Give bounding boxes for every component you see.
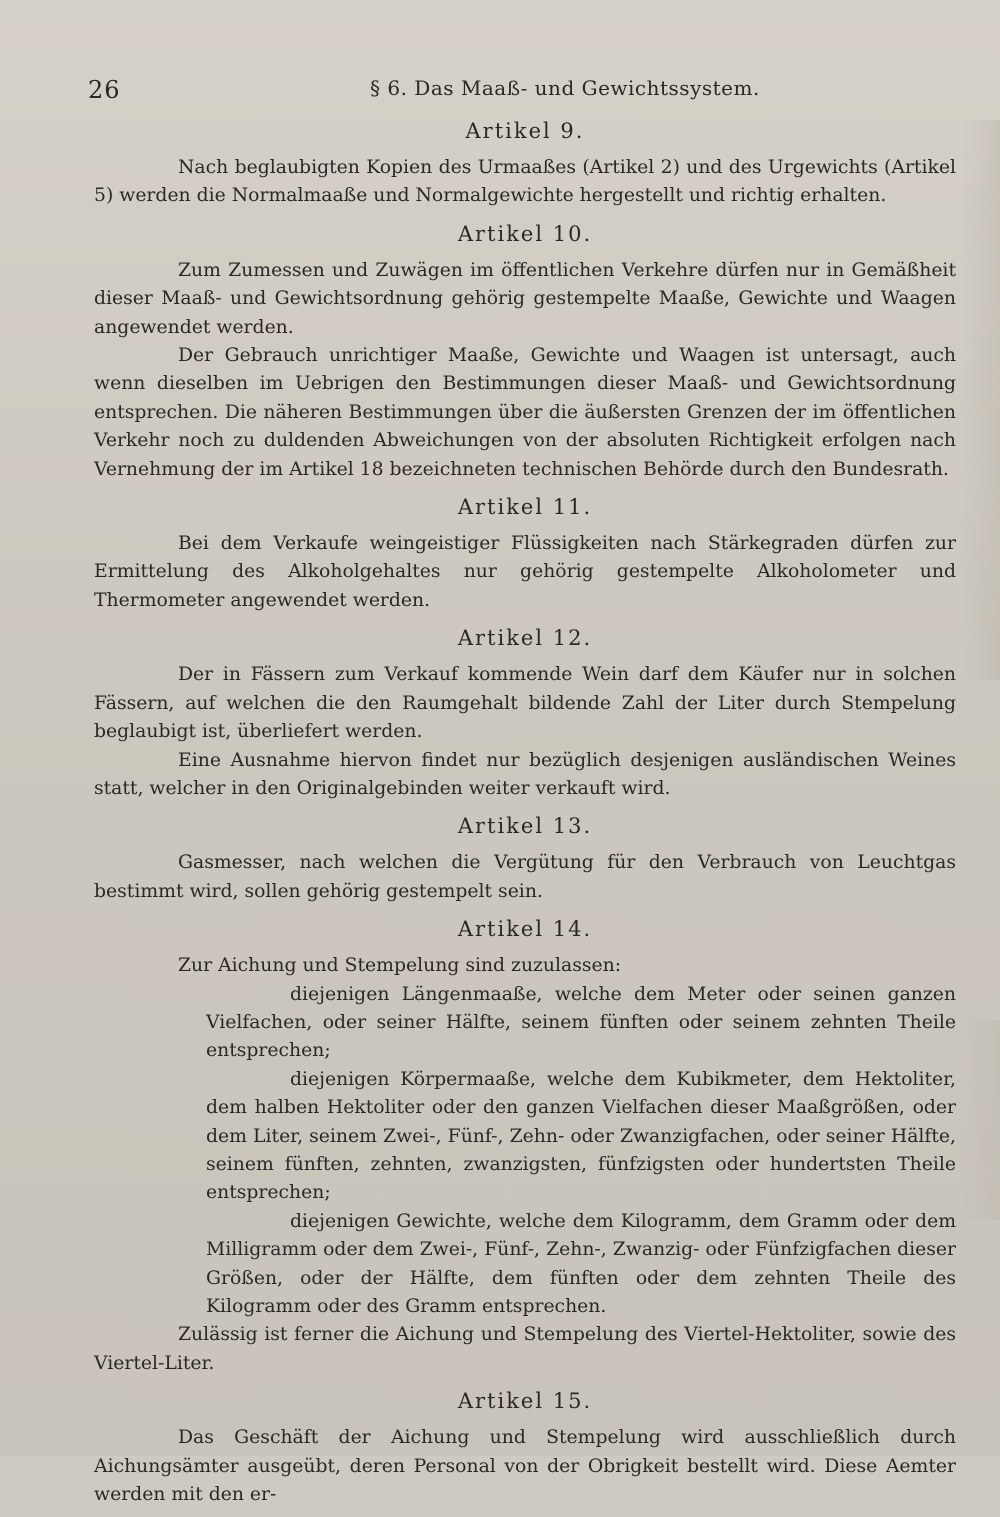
list-item: diejenigen Längenmaaße, welche dem Meter oder seinen ganzen Vielfachen, oder seiner Hälfte, seinem fünften oder seinem zehnten Theile entsprechen; bbox=[206, 983, 956, 1062]
article-intro: Zur Aichung und Stempelung sind zuzulassen: bbox=[178, 955, 622, 977]
list-item: diejenigen Gewichte, welche dem Kilogramm, dem Gramm oder dem Milligramm oder dem Zwei-, Fünf-, Zehn-, Zwanzig- oder Fünfzigfachen dieser Größen, oder der Hälfte, dem fünften oder dem zehnten Theile des Kilogramm oder des Gramm entsprechen. bbox=[206, 1210, 956, 1317]
article-heading: Artikel 9. bbox=[465, 119, 585, 143]
article-heading: Artikel 13. bbox=[457, 814, 593, 839]
article-paragraph: Bei dem Verkaufe weingeistiger Flüssigkeiten nach Stärkegraden dürfen zur Ermittelung des Alkoholgehaltes nur gehörig gestempelte Alkoholometer und Thermometer angewendet werden. bbox=[94, 533, 956, 611]
article-paragraph: Nach beglaubigten Kopien des Urmaaßes (Artikel 2) und des Urgewichts (Artikel 5) werden die Normalmaaße und Normalgewichte hergestellt und richtig erhalten. bbox=[94, 157, 956, 207]
article-15 bbox=[94, 1386, 956, 1509]
running-head: § 6. Das Maaß- und Gewichtssystem. bbox=[370, 76, 760, 100]
article-9 bbox=[94, 116, 956, 211]
article-heading: Artikel 14. bbox=[457, 917, 593, 942]
article-paragraph: Gasmesser, nach welchen die Vergütung für den Verbrauch von Leuchtgas bestimmt wird, sollen gehörig gestempelt sein. bbox=[94, 852, 956, 902]
page-shading bbox=[960, 120, 1000, 680]
article-14 bbox=[94, 914, 956, 1378]
article-paragraph: Das Geschäft der Aichung und Stempelung wird ausschließlich durch Aichungsämter ausgeübt, deren Personal von der Obrigkeit bestellt wird. Diese Aemter werden mit den er- bbox=[94, 1427, 956, 1506]
page-body bbox=[94, 116, 956, 1517]
article-heading: Artikel 12. bbox=[457, 626, 593, 651]
article-paragraph: Zulässig ist ferner die Aichung und Stempelung des Viertel-Hektoliter, sowie des Viertel-Liter. bbox=[94, 1324, 956, 1374]
page-shading bbox=[960, 1020, 1000, 1220]
article-13 bbox=[94, 811, 956, 906]
article-paragraph: Der Gebrauch unrichtiger Maaße, Gewichte und Waagen ist untersagt, auch wenn dieselben im Uebrigen den Bestimmungen dieser Maaß- und Gewichtsordnung entsprechen. Die näheren Bestimmungen über die äußersten Grenzen der im öffentlichen Verkehr noch zu duldenden Abweichungen von der absoluten Richtigkeit erfolgen nach Vernehmung der im Artikel 18 bezeichneten technischen Behörde durch den Bundesrath. bbox=[94, 345, 956, 480]
article-paragraph: Der in Fässern zum Verkauf kommende Wein darf dem Käufer nur in solchen Fässern, auf welchen die den Raumgehalt bildende Zahl der Liter durch Stempelung beglaubigt ist, überliefert werden. bbox=[94, 664, 956, 743]
page-header bbox=[88, 70, 920, 106]
article-heading: Artikel 10. bbox=[457, 221, 593, 246]
article-12 bbox=[94, 623, 956, 803]
article-10 bbox=[94, 219, 956, 484]
article-heading: Artikel 15. bbox=[457, 1389, 593, 1414]
article-11 bbox=[94, 492, 956, 615]
list-item: diejenigen Körpermaaße, welche dem Kubikmeter, dem Hektoliter, dem halben Hektoliter oder den ganzen Vielfachen dieser Maaßgrößen, oder dem Liter, seinem Zwei-, Fünf-, Zehn- oder Zwanzigfachen, oder seiner Hälfte, seinem fünften, zehnten, zwanzigsten, fünfzigsten oder hundertsten Theile entsprechen; bbox=[206, 1068, 956, 1204]
page-number: 26 bbox=[88, 76, 121, 104]
article-heading: Artikel 11. bbox=[457, 495, 593, 520]
article-paragraph: Zum Zumessen und Zuwägen im öffentlichen Verkehre dürfen nur in Gemäßheit dieser Maaß- und Gewichtsordnung gehörig gestempelte Maaße, Gewichte und Waagen angewendet werden. bbox=[94, 259, 956, 338]
article-paragraph: Eine Ausnahme hiervon findet nur bezüglich desjenigen ausländischen Weines statt, welcher in den Originalgebinden weiter verkauft wird. bbox=[94, 749, 956, 799]
